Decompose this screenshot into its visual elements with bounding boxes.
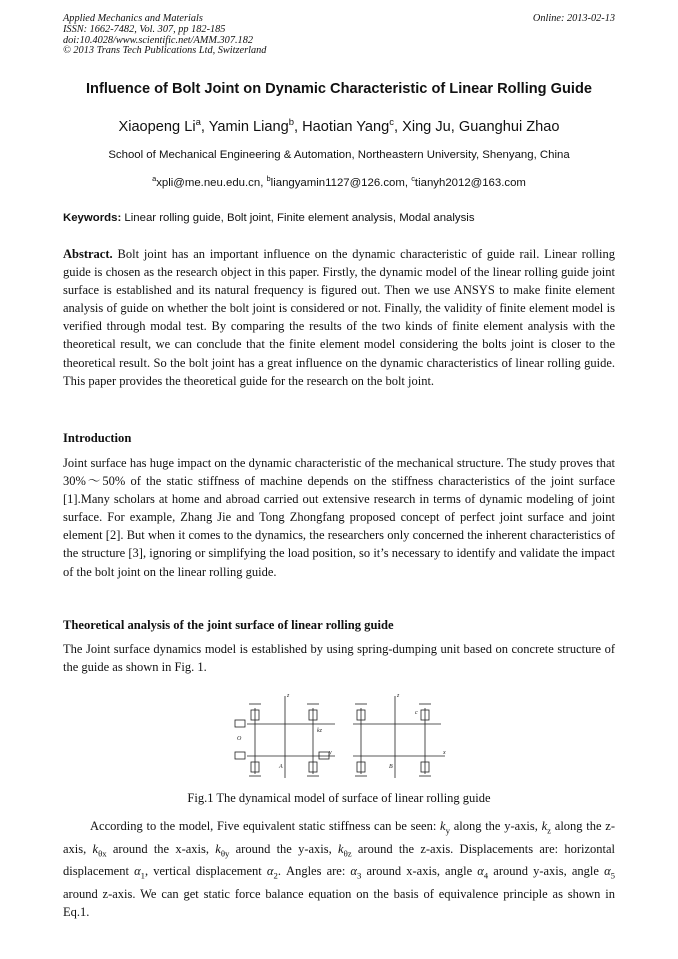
author-mark: c	[389, 117, 394, 128]
author-name: Haotian Yang	[302, 118, 390, 135]
subscript: 5	[610, 870, 615, 881]
email-address[interactable]: xpli@me.neu.edu.cn,	[156, 176, 264, 189]
email-mark: c	[411, 174, 415, 183]
text-run: around the z-axis. Displacements are: horizontal displacement	[63, 841, 616, 879]
theory-text: The Joint surface dynamics model is established by using spring-dumping unit based on concrete structure of the guide as shown in Fig. 1.	[63, 642, 615, 675]
section-heading-introduction: Introduction	[63, 431, 132, 445]
text-run: . Angles are:	[277, 864, 351, 879]
section-label-b: B	[389, 764, 393, 770]
axis-label-y: y	[329, 750, 332, 756]
axis-label-z: z	[287, 693, 290, 699]
author-name: Xiaopeng Li	[118, 118, 196, 135]
online-date: Online: 2013-02-13	[532, 13, 615, 24]
subscript: 3	[356, 870, 362, 881]
email-mark: a	[152, 174, 157, 183]
symbol-alpha: α	[477, 864, 484, 879]
subscript: θz	[343, 848, 352, 859]
author-list: Xiaopeng Li$^a$, Yamin Liang$^b$, Haotian Yang$^c$, Xing Ju, Guanghui Zhao	[118, 117, 560, 135]
symbol-k: k	[215, 841, 221, 856]
email-list	[0, 174, 678, 189]
author-mark: b	[288, 117, 295, 128]
subscript: z	[547, 825, 552, 836]
text-run: around y-axis, angle	[488, 864, 605, 879]
text-run: around x-axis, angle	[361, 864, 478, 879]
spring-damper	[319, 752, 329, 759]
paper-title: Influence of Bolt Joint on Dynamic Characteristic of Linear Rolling Guide	[86, 81, 592, 97]
abstract-label: Abstract.	[63, 247, 113, 261]
subscript: θy	[220, 848, 230, 859]
figure-dynamic-model	[229, 688, 451, 784]
text-run: around the x-axis,	[106, 841, 216, 856]
email-address[interactable]: liangyamin1127@126.com,	[270, 176, 409, 189]
symbol-alpha: α	[134, 864, 141, 879]
copyright: © 2013 Trans Tech Publications Ltd, Switzerland	[63, 45, 267, 57]
doi: doi:10.4028/www.scientific.net/AMM.307.182	[63, 34, 253, 46]
origin-label: O	[237, 736, 242, 742]
abstract	[63, 245, 615, 390]
author-mark: a	[195, 117, 201, 128]
axis-label-z-right: z	[397, 693, 400, 699]
journal-name: Applied Mechanics and Materials	[63, 13, 203, 24]
subscript: 1	[140, 870, 145, 881]
section-heading-theory: Theoretical analysis of the joint surface of linear rolling guide	[63, 618, 394, 632]
text-run: According to the model, Five equivalent static stiffness can be seen:	[90, 819, 441, 833]
symbol-k: k	[92, 841, 99, 856]
introduction-text: Joint surface has huge impact on the dynamic characteristic of the mechanical structure. The study proves that 30%～50% of the static stiffness of machine depends on the stiffness characteristics of the joint surface [1].Many scholars at home and abroad carried out extensive research in terms of dynamic modeling of joint surface. For example, Zhang Jie and Tong Zhongfang proposed concept of perfect joint surface and joint element [2]. But when it comes to the dynamics, the researchers only concerned the inherent characteristics of the structure [3], ignoring or simplifying the load position, so it’s necessary to identify and validate the impact of the bolt joint on the linear rolling guide.	[63, 456, 615, 579]
email-mark: b	[266, 174, 271, 183]
section-label-a: A	[279, 764, 283, 770]
spring-damper	[235, 720, 245, 727]
symbol-k: k	[541, 819, 548, 833]
email-address[interactable]: tianyh2012@163.com	[414, 176, 526, 189]
affiliation: School of Mechanical Engineering & Automation, Northeastern University, Shenyang, China	[108, 149, 570, 161]
symbol-alpha: α	[604, 864, 611, 879]
subscript: 2	[273, 870, 278, 881]
symbol-alpha: α	[266, 864, 274, 879]
text-run: around the y-axis,	[229, 841, 338, 856]
model-description	[63, 817, 615, 921]
stiffness-label: kz	[317, 728, 322, 734]
author-name: Xing Ju	[402, 118, 451, 135]
spring-damper	[235, 752, 245, 759]
figure-caption: Fig.1 The dynamical model of surface of linear rolling guide	[187, 791, 491, 805]
axis-label-x: x	[443, 750, 446, 756]
subscript: 4	[483, 870, 489, 881]
keywords-label: Keywords:	[63, 212, 122, 224]
issn: ISSN: 1662-7482, Vol. 307, pp 182-185	[63, 23, 226, 35]
abstract-text: Bolt joint has an important influence on the dynamic characteristic of guide rail. Linear rolling guide is chosen as the research object in this paper. Firstly, the dynamic model of the linear rolling guide joint surface is established and its natural frequency is figured out. Then we use ANSYS to make finite element analysis of guide on whether the bolt joint is considered or not. Finally, the validity of finite element model is verified through modal test. By comparing the results of the two kinds of finite element analysis with the theoretical result, we can conclude that the finite element model considering the bolts joint is closer to the theoretical result. So the bolt joint has a great influence on the dynamic characteristics of linear rolling guide. This paper provides the theoretical guide for the research on the bolt joint.	[63, 247, 615, 388]
text-run: along the y-axis,	[449, 819, 542, 833]
text-run: , vertical displacement	[145, 864, 267, 879]
symbol-k: k	[440, 819, 446, 833]
subscript: θx	[98, 848, 107, 859]
journal-header	[63, 14, 266, 57]
damping-label: c	[415, 710, 418, 716]
keywords-text: Linear rolling guide, Bolt joint, Finite element analysis, Modal analysis	[124, 212, 475, 224]
subscript: y	[445, 825, 450, 836]
text-run: along the z-axis,	[63, 819, 615, 856]
symbol-alpha: α	[350, 864, 357, 879]
author-name: Yamin Liang	[208, 118, 289, 135]
keywords	[63, 212, 615, 224]
text-run: around z-axis. We can get static force balance equation on the basis of equivalence principle as shown in Eq.1.	[63, 886, 615, 919]
symbol-k: k	[338, 841, 344, 856]
author-name: Guanghui Zhao	[458, 118, 560, 135]
